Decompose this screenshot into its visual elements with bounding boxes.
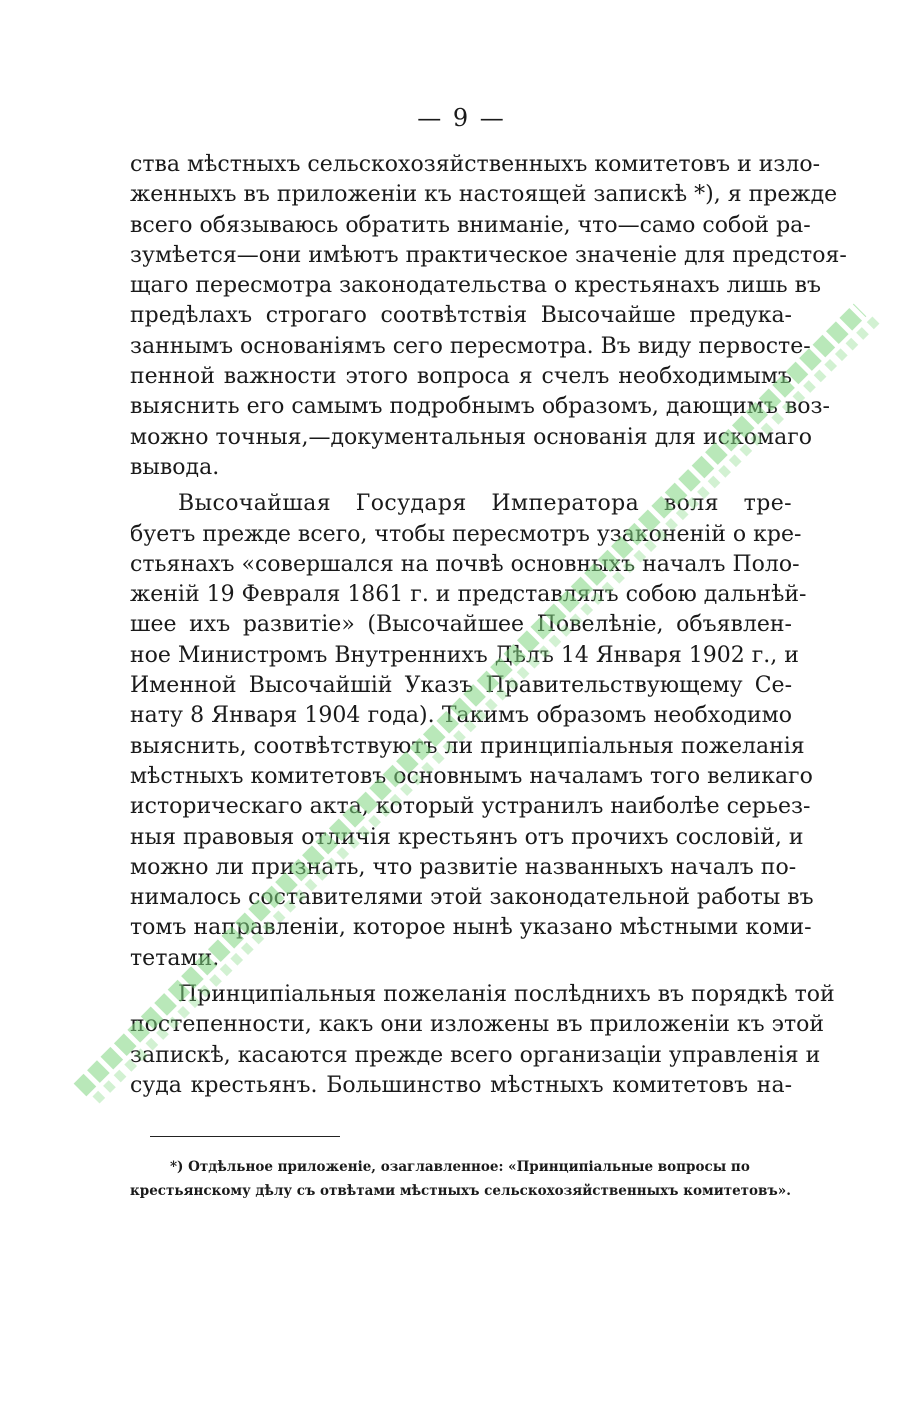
text-line: буетъ прежде всего, чтобы пересмотръ узаконеній о кре- <box>130 521 802 547</box>
text-line: можно точныя,—документальныя основанія для искомаго <box>130 424 812 450</box>
text-line: историческаго акта, который устранилъ наиболѣе серьез- <box>130 794 811 820</box>
text-line: предѣлахъ строгаго соотвѣтствія Высочайше предука- <box>130 303 792 329</box>
text-line: томъ направленіи, которое нынѣ указано мѣстными коми- <box>130 915 812 941</box>
text-line: можно ли признать, что развитіе названныхъ началъ по- <box>130 854 797 880</box>
text-line: выяснить, соотвѣтствуютъ ли принципіальныя пожеланія <box>130 733 805 759</box>
text-line: зумѣется—они имѣютъ практическое значеніе для предстоя- <box>130 242 847 268</box>
text-line: суда крестьянъ. Большинство мѣстныхъ комитетовъ на- <box>130 1072 792 1098</box>
footnote-line: *) Отдѣльное приложеніе, озаглавленное: «Принципіальные вопросы по <box>170 1159 750 1175</box>
text-line: женій 19 Февраля 1861 г. и представлялъ собою дальнѣй- <box>130 582 807 608</box>
text-line: женныхъ въ приложеніи къ настоящей запискѣ *), я прежде <box>130 182 838 208</box>
body-text <box>130 150 847 1101</box>
text-line: пенной важности этого вопроса я счелъ необходимымъ <box>130 364 792 390</box>
text-line: мѣстныхъ комитетовъ основнымъ началамъ того великаго <box>130 763 813 789</box>
page-number: — 9 — <box>417 104 506 132</box>
text-line: нималось составителями этой законодательной работы въ <box>130 885 814 911</box>
text-line: ства мѣстныхъ сельскохозяйственныхъ комитетовъ и изло- <box>130 152 821 177</box>
text-line: всего обязываюсь обратить вниманіе, что—само собой ра- <box>130 212 811 238</box>
text-line: постепенности, какъ они изложены въ приложеніи къ этой <box>130 1012 825 1038</box>
text-line: ныя правовыя отличія крестьянъ отъ прочихъ сословій, и <box>130 824 804 850</box>
paragraph-3 <box>130 980 835 1101</box>
text-line: выяснить его самымъ подробнымъ образомъ, дающимъ воз- <box>130 394 830 420</box>
footnote-divider <box>150 1136 340 1137</box>
text-line: вывода. <box>130 454 220 480</box>
paragraph-1 <box>130 150 847 483</box>
text-line: Высочайшая Государя Императора воля тре- <box>178 491 792 517</box>
text-line: нату 8 Января 1904 года). Такимъ образомъ необходимо <box>130 703 792 729</box>
text-line: ное Министромъ Внутреннихъ Дѣлъ 14 Января 1902 г., и <box>130 642 799 668</box>
footnote <box>130 1155 792 1203</box>
text-line: тетами. <box>130 945 220 971</box>
text-line: заннымъ основаніямъ сего пересмотра. Въ виду первосте- <box>130 333 811 359</box>
text-line: запискѣ, касаются прежде всего организаціи управленія и <box>130 1042 821 1068</box>
text-line: Именной Высочайшій Указъ Правительствующему Се- <box>130 673 792 699</box>
paragraph-2 <box>130 489 814 974</box>
footnote-line: крестьянскому дѣлу съ отвѣтами мѣстныхъ сельскохозяйственныхъ комитетовъ». <box>130 1183 791 1199</box>
text-line: щаго пересмотра законодательства о крестьянахъ лишь въ <box>130 273 822 299</box>
text-line: шее ихъ развитіе» (Высочайшее Повелѣніе, объявлен- <box>130 612 792 638</box>
text-line: стьянахъ «совершался на почвѣ основныхъ началъ Поло- <box>130 551 800 577</box>
text-line: Принципіальныя пожеланія послѣднихъ въ порядкѣ той <box>178 982 835 1008</box>
